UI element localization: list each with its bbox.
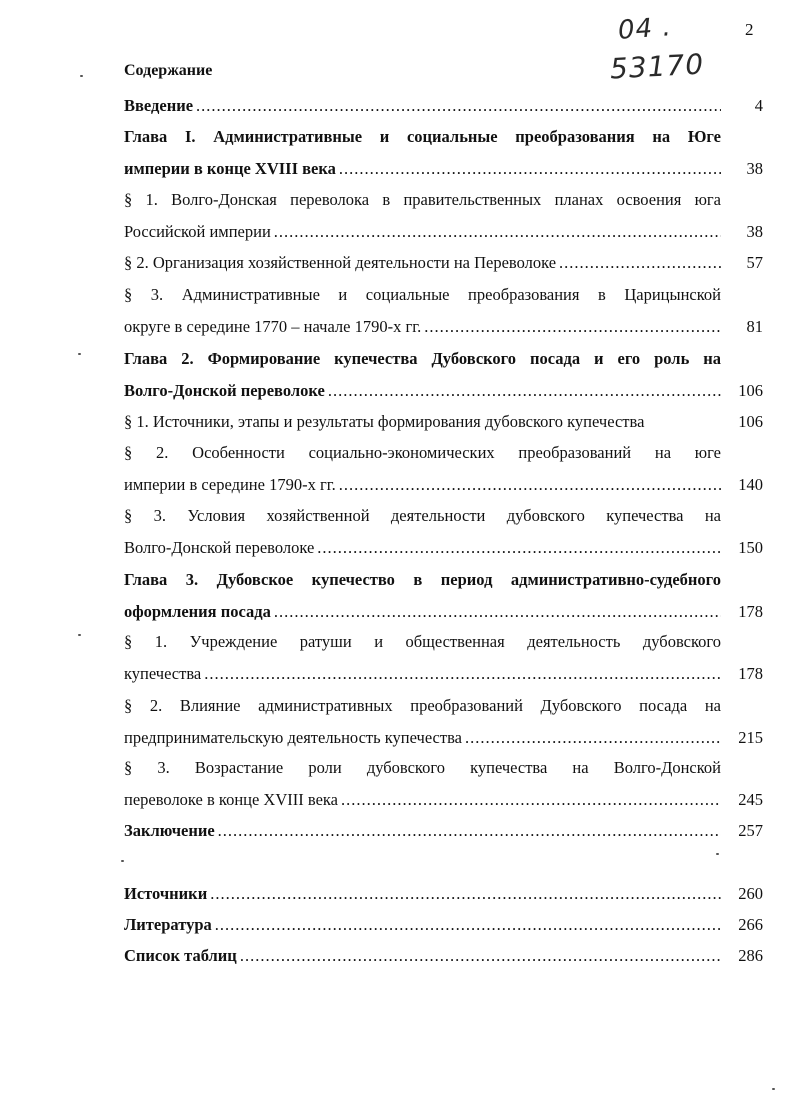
dot-leader [218,815,721,847]
toc-entry-row [124,658,763,690]
scan-speck [80,75,83,77]
toc-entry-text: империи в середине 1790-х гг. [124,474,336,494]
toc-entry-text: § 3. Условия хозяйственной деятельности дубовского купечества на [124,506,721,525]
toc-entry-row [124,784,763,816]
toc-entry-row [124,216,763,248]
toc-page-number: 286 [738,946,763,965]
toc-entry-row [124,469,763,501]
toc-page-number: 4 [754,96,763,115]
toc-entry-text: Волго-Донской переволоке [124,537,315,557]
dot-leader [559,247,721,279]
toc-page-number: 245 [738,789,763,809]
toc-page-number: 215 [738,727,763,747]
toc-entry-text: переволоке в конце XVIII века [124,789,338,809]
dot-leader [424,311,721,343]
handwritten-note-line1: 04 . [617,12,673,46]
toc-entry-text: предпринимательскую деятельность купечества [124,727,462,747]
toc-entry-text: § 1. Учреждение ратуши и общественная деятельность дубовского [124,632,721,651]
toc-entry-text: Введение [124,96,194,115]
toc-entry-ch1-s1 [124,184,763,247]
toc-entry-text: § 3. Административные и социальные преобразования в Царицынской [124,285,721,304]
toc-entry-ch2 [124,343,763,406]
dot-leader [465,722,721,754]
toc-page-number: 57 [746,253,763,272]
dot-leader [341,784,721,816]
toc-page-number: 38 [746,158,763,178]
dot-leader [317,532,721,564]
toc-entry-text: § 2. Влияние административных преобразований Дубовского посада на [124,696,721,715]
toc-page-number: 260 [738,884,763,903]
toc-page-number: 178 [738,663,763,683]
toc-entry-ch2-s1 [124,406,763,438]
toc-entry-text: округе в середине 1770 – начале 1790-х гг. [124,316,422,336]
toc-page-number: 140 [738,474,763,494]
dot-leader [196,90,721,122]
toc-entry-text: Российской империи [124,221,271,241]
toc-entry-ch1-s3 [124,279,763,342]
toc-entry-text: Глава 2. Формирование купечества Дубовского посада и его роль на [124,349,721,368]
scan-speck [78,353,81,355]
toc-entry-text: § 2. Организация хозяйственной деятельности на Переволоке [124,253,557,272]
toc-entry-text: Глава I. Административные и социальные преобразования на Юге [124,127,721,146]
dot-leader [215,909,721,941]
page-number: 2 [745,20,754,39]
handwritten-note-line2: 53170 [609,47,705,86]
toc-entry-row [124,909,763,941]
toc-entry-row [124,532,763,564]
toc-entry-text: купечества [124,663,202,683]
toc-entry-text: Список таблиц [124,946,237,965]
toc-entry-ch2-s3 [124,500,763,563]
toc-entry-row [124,722,763,754]
dot-leader [274,596,721,628]
toc-page-number: 257 [738,821,763,840]
toc-entry-text: § 1. Волго-Донская переволока в правительственных планах освоения юга [124,190,721,209]
toc-entry-row [124,247,763,279]
toc-page-number: 106 [738,380,763,400]
toc-entry-row [124,406,763,438]
toc-entry-row [124,596,763,628]
toc-entry-ch3-s2 [124,690,763,753]
toc-entry-row [124,878,763,910]
toc-entry-tables [124,940,763,972]
toc-page-number: 38 [746,221,763,241]
toc-entry-text: Глава 3. Дубовское купечество в период административно-судебного [124,570,721,589]
toc-entry-literature [124,909,763,941]
toc-entry-text: § 3. Возрастание роли дубовского купечества на Волго-Донской [124,758,721,777]
toc-entry-conclusion [124,815,763,847]
toc-entry-row [124,375,763,407]
dot-leader [339,469,721,501]
toc-entry-text: Источники [124,884,208,903]
toc-entry-text: Литература [124,915,212,934]
toc-entry-row [124,90,763,122]
toc-page-number: 266 [738,915,763,934]
toc-page-number: 150 [738,537,763,557]
toc-entry-text: империи в конце XVIII века [124,158,336,178]
toc-entry-text: § 1. Источники, этапы и результаты формирования дубовского купечества [124,412,645,431]
toc-entry-ch1 [124,121,763,184]
toc-page-number: 178 [738,601,763,621]
scan-speck [716,853,719,855]
toc-entry-ch2-s2 [124,437,763,500]
dot-leader [328,375,721,407]
dot-leader [339,153,721,185]
dot-leader [210,878,721,910]
toc-entry-text: § 2. Особенности социально-экономических преобразований на юге [124,443,721,462]
dot-leader [274,216,721,248]
scan-speck [78,634,81,636]
toc-entry-ch1-s2 [124,247,763,279]
toc-entry-row [124,311,763,343]
toc-entry-row [124,153,763,185]
toc-entry-text: Волго-Донской переволоке [124,380,325,400]
toc-entry-row [124,815,763,847]
toc-entry-sources [124,878,763,910]
toc-entry-ch3-s3 [124,752,763,815]
toc-entry-ch3-s1 [124,626,763,689]
toc-entry-text: оформления посада [124,601,271,621]
toc-entry-text: Заключение [124,821,215,840]
scan-speck [121,860,124,862]
toc-page-number: 81 [746,316,763,336]
dot-leader [240,940,721,972]
toc-heading: Содержание [124,62,213,79]
toc-page-number: 106 [738,412,763,431]
scan-speck [772,1088,775,1090]
dot-leader [204,658,721,690]
toc-entry-intro [124,90,763,122]
toc-entry-ch3 [124,564,763,627]
toc-entry-row [124,940,763,972]
